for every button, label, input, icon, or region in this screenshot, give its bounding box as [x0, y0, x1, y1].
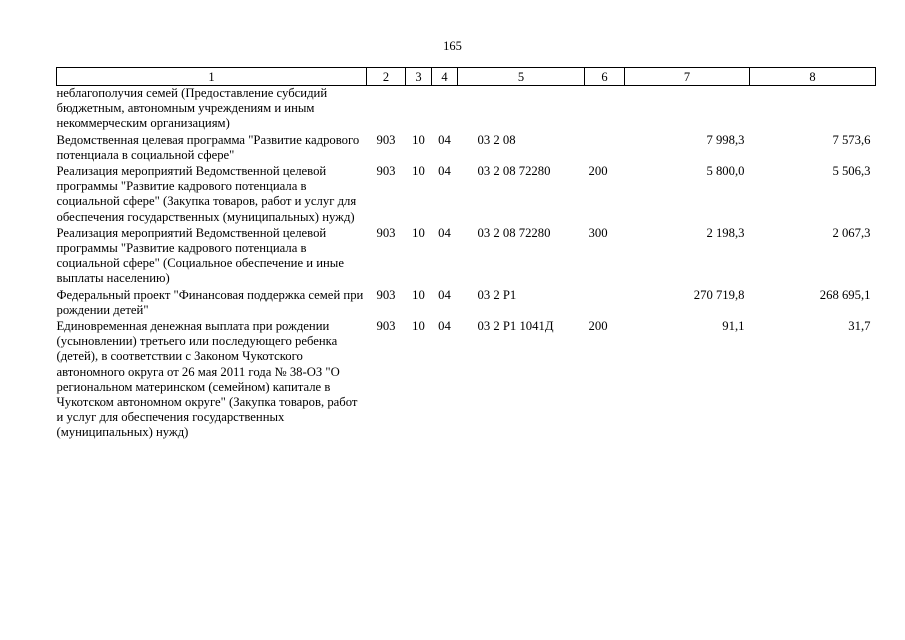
row-amount-1: 5 800,0	[706, 164, 745, 179]
row-ministry: 903	[376, 319, 396, 334]
header-col-4: 4	[432, 68, 458, 86]
row-subsection: 04	[438, 164, 451, 179]
table-row	[57, 164, 876, 226]
row-amount-1: 270 719,8	[693, 287, 745, 302]
row-name: Реализация мероприятий Ведомственной целевой программы "Развитие кадрового потенциала в социальной сфере" (Закупка товаров, работ и услуг для обеспечения государственных (муниципальных) нужд)	[56, 164, 357, 224]
row-target: 03 2 08 72280	[477, 164, 551, 179]
row-name: Федеральный проект "Финансовая поддержка семей при рождении детей"	[56, 287, 364, 317]
row-expense-type: 300	[588, 225, 608, 240]
header-col-3: 3	[406, 68, 432, 86]
row-ministry: 903	[376, 132, 396, 147]
row-name: Единовременная денежная выплата при рождении (усыновлении) третьего или последующего ребенка (детей), в соответствии с Законом Чукотского автономного округа от 26 мая 2011 года № 38-ОЗ "О региональном материнском (семейном) капитале в Чукотском автономном округе" (Закупка товаров, работ и услуг для обеспечения государственных (муниципальных) нужд)	[56, 319, 358, 440]
row-amount-2: 268 695,1	[819, 287, 871, 302]
header-col-7: 7	[625, 68, 750, 86]
row-ministry: 903	[376, 164, 396, 179]
row-subsection: 04	[438, 319, 451, 334]
header-col-5: 5	[458, 68, 585, 86]
row-amount-1	[625, 86, 750, 133]
row-name: Ведомственная целевая программа "Развитие кадрового потенциала в социальной сфере"	[56, 132, 360, 162]
row-amount-1: 2 198,3	[706, 225, 745, 240]
row-target: 03 2 P1	[477, 287, 517, 302]
row-section: 10	[412, 132, 425, 147]
row-section: 10	[412, 287, 425, 302]
row-target	[458, 86, 585, 133]
row-expense-type: 200	[588, 164, 608, 179]
row-expense-type	[585, 288, 625, 319]
row-expense-type	[585, 86, 625, 133]
page-number: 165	[443, 39, 462, 53]
header-col-6: 6	[585, 68, 625, 86]
row-section: 10	[412, 164, 425, 179]
row-expense-type	[585, 133, 625, 164]
row-target: 03 2 08	[477, 132, 516, 147]
table-header	[57, 68, 876, 86]
row-ministry	[367, 86, 406, 133]
header-row	[57, 68, 876, 86]
table-body	[57, 86, 876, 442]
table-row	[57, 133, 876, 164]
row-amount-1: 91,1	[722, 319, 745, 334]
row-subsection	[432, 86, 458, 133]
header-col-8: 8	[750, 68, 876, 86]
header-col-1: 1	[57, 68, 367, 86]
row-amount-2: 31,7	[848, 319, 871, 334]
row-ministry: 903	[376, 287, 396, 302]
header-col-2: 2	[367, 68, 406, 86]
row-amount-2: 2 067,3	[832, 225, 871, 240]
row-target: 03 2 08 72280	[477, 225, 551, 240]
row-section: 10	[412, 225, 425, 240]
row-expense-type: 200	[588, 319, 608, 334]
row-amount-2	[750, 86, 876, 133]
row-subsection: 04	[438, 132, 451, 147]
row-ministry: 903	[376, 225, 396, 240]
row-subsection: 04	[438, 225, 451, 240]
table-row	[57, 288, 876, 319]
budget-table	[56, 67, 876, 442]
row-amount-1: 7 998,3	[706, 132, 745, 147]
row-name: Реализация мероприятий Ведомственной целевой программы "Развитие кадрового потенциала в социальной сфере" (Социальное обеспечение и иные выплаты населению)	[56, 225, 344, 286]
row-target: 03 2 P1 1041Д	[477, 319, 554, 334]
row-amount-2: 5 506,3	[832, 164, 871, 179]
table-row	[57, 86, 876, 133]
row-name: неблагополучия семей (Предоставление субсидий бюджетным, автономным учреждениям и иным некоммерческим организациям)	[56, 86, 328, 131]
row-section: 10	[412, 319, 425, 334]
table-row	[57, 319, 876, 442]
row-amount-2: 7 573,6	[832, 132, 871, 147]
row-section	[406, 86, 432, 133]
row-subsection: 04	[438, 287, 451, 302]
table-row	[57, 226, 876, 288]
